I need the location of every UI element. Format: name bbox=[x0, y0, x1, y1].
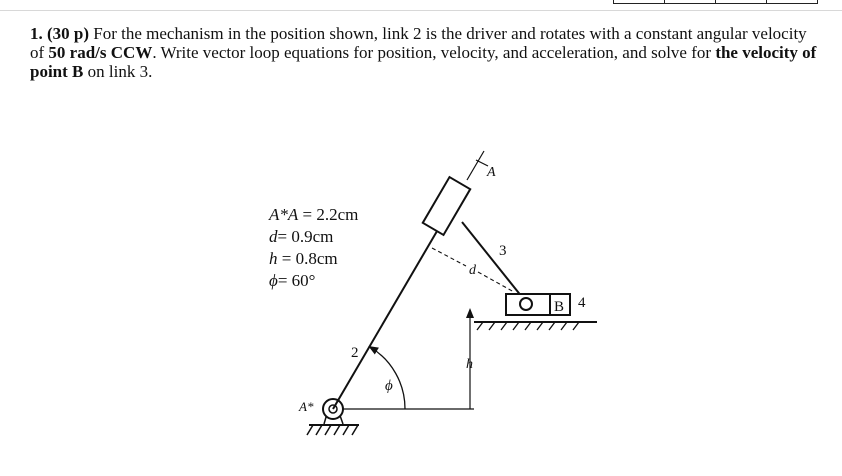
label-b: B bbox=[554, 299, 565, 315]
given-value: = 0.9cm bbox=[277, 227, 334, 246]
given-value: = 60° bbox=[277, 271, 316, 290]
link-3 bbox=[462, 222, 526, 302]
label-phi: ϕ bbox=[385, 378, 393, 394]
problem-text-3: on link 3. bbox=[83, 62, 153, 81]
ground-line bbox=[474, 322, 597, 330]
given-symbol: A*A bbox=[269, 205, 299, 224]
given-symbol: h bbox=[269, 249, 278, 268]
slider-block bbox=[423, 177, 470, 235]
label-link-3: 3 bbox=[499, 243, 507, 259]
target-quantity: the velocity of point B bbox=[30, 43, 817, 81]
label-link-2: 2 bbox=[351, 345, 359, 361]
axis-a bbox=[467, 151, 484, 180]
given-symbol: ϕ bbox=[269, 271, 278, 290]
label-link-4: 4 bbox=[578, 295, 586, 311]
ground-pivot-a-star bbox=[307, 399, 359, 435]
dimension-d-line bbox=[432, 248, 466, 266]
problem-number: 1. bbox=[30, 24, 43, 43]
given-value: = 0.8cm bbox=[281, 249, 338, 268]
problem-points: (30 p) bbox=[47, 24, 90, 43]
problem-text-2: . Write vector loop equations for position, velocity, and acceleration, and solve for bbox=[152, 43, 716, 62]
label-a: A bbox=[487, 165, 496, 180]
label-d: d bbox=[469, 263, 476, 278]
given-value: = 2.2cm bbox=[302, 205, 359, 224]
given-symbol: d bbox=[269, 227, 278, 246]
label-h: h bbox=[466, 357, 473, 372]
problem-text-1: For the mechanism in the position shown, link 2 is the driver and rotates with a constant angular velocity of bbox=[30, 24, 807, 62]
label-a-star: A* bbox=[299, 399, 314, 414]
dimension-d-line-2 bbox=[478, 272, 514, 292]
angular-velocity: 50 rad/s CCW bbox=[48, 43, 153, 62]
